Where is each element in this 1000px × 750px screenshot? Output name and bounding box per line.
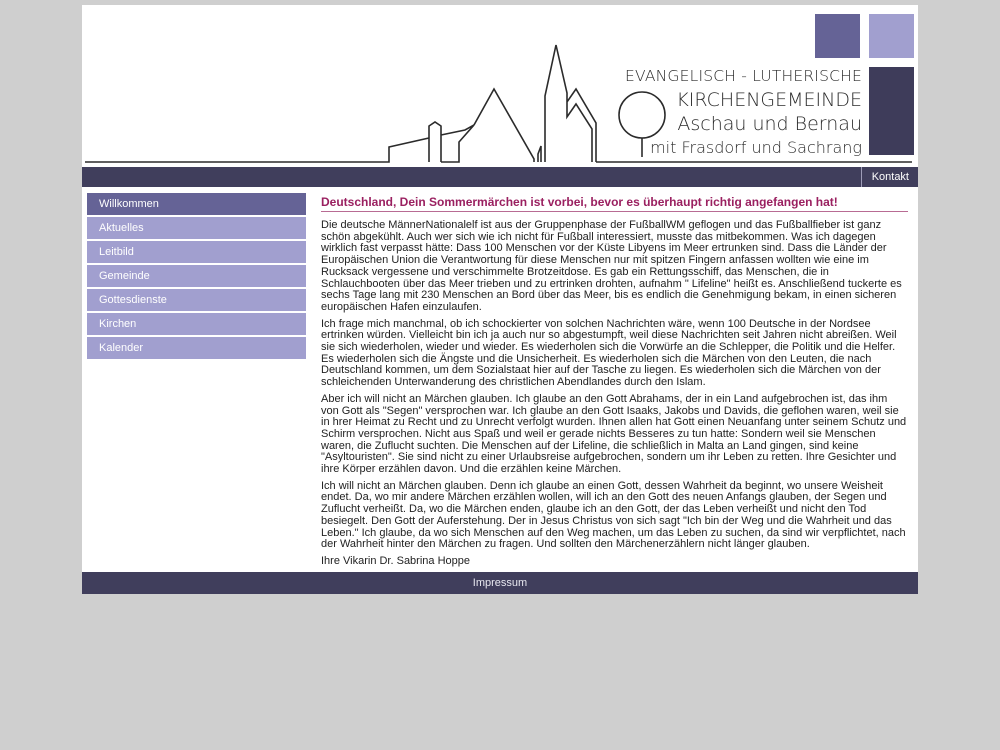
tree-crown (619, 92, 665, 138)
logo-square-dark (869, 67, 914, 155)
sidebar-menu (87, 193, 306, 361)
logo-square-medium (815, 14, 860, 58)
logo-square-light (869, 14, 914, 58)
logo-line-3: Aschau und Bernau (677, 113, 862, 135)
contact-link[interactable]: Kontakt (861, 167, 918, 187)
header-banner (82, 5, 918, 167)
article-paragraph: Ich frage mich manchmal, ob ich schockierter von solchen Nachrichten wäre, wenn 100 Deutsche in der Nordsee ertrinken würden. Vielleicht bin ich ja auch nur so abgestumpft, weil diese Nachrichten seit Jahren nicht abreißen. Weil sie sich wiederholen, wieder und wieder. Es wiederholen sich die Vorwürfe an die Schlepper, die Politik und die Helfer. Es wiederholen sich die Ängste und die Unsicherheit. Es wiederholen sich die Märchen von den Leuten, die nach Deutschland kommen, um dem Sozialstaat hier auf der Tasche zu liegen. Es wiederholen sich die Märchen von der schleichenden Unterwanderung des christlichen Abendlandes durch den Islam. (321, 317, 897, 389)
sidebar-item-kirchen[interactable]: Kirchen (87, 313, 306, 335)
top-navbar (82, 167, 918, 187)
page-wrapper (82, 5, 918, 594)
sidebar-item-kalender[interactable]: Kalender (87, 337, 306, 359)
impressum-link[interactable]: Impressum (472, 577, 528, 589)
church-tower-outline (538, 45, 596, 162)
ground-line (85, 122, 474, 162)
logo-line-4: mit Frasdorf und Sachrang (650, 138, 862, 157)
article-paragraph: Die deutsche MännerNationalelf ist aus der Gruppenphase der FußballWM geflogen und das Fußballfieber ist ganz schön abgekühlt. Auch wer sich wie ich nicht für Fußball interessiert, musste das mitbekommen. Was ich dagegen wirklich fast verpasst hätte: Dass 100 Menschen vor der Küste Libyens im Meer ertrunken sind. Dass die Länder der Europäischen Union die Verantwortung für diese Menschen nur mit spitzen Fingern anfassen wollten wie eine im Rucksack vergessene und verschimmelte Brotzeitdose. Es gab ein Rettungsschiff, das Menschen, die in Schlauchbooten über das Meer trieben und zu ertrinken drohten, aufnahm " Lifeline" heißt es. Anschließend tuckerte es sechs Tage lang mit 230 Menschen an Bord über das Meer, bis es endlich die Genehmigung bekam, in einen sicheren europäischen Hafen einzulaufen. (321, 219, 902, 313)
article-paragraph: Aber ich will nicht an Märchen glauben. Ich glaube an den Gott Abrahams, der in ein Land aufgebrochen ist, das ihm von Gott als "Segen" versprochen war. Ich glaube an den Gott Isaaks, Jakobs und Davids, die geflohen waren, weil sie in hrer Heimat zu Recht und zu Unrecht verfolgt wurden. Ihnen allen hat Gott einen Neuanfang unter seinem Schutz und Schirm versprochen. Nicht aus Spaß und weil er gerade nichts Besseres zu tun hatte: Sondern weil sie Menschen waren, die Zuflucht suchten. Die Menschen auf der Lifeline, die schließlich in Malta an Land gingen, sind keine "Asyltouristen". Sie sind nicht zu einer Urlaubsreise aufgebrochen, sondern um ihr Leben zu retten. Ihre Gesichter und ihre Körper erzählen davon. Und die erzählen keine Märchen. (321, 392, 907, 476)
sidebar-item-leitbild[interactable]: Leitbild (87, 241, 306, 263)
main-content (321, 195, 908, 573)
sidebar-item-aktuelles[interactable]: Aktuelles (87, 217, 306, 239)
article-title: Deutschland, Dein Sommermärchen ist vorbei, bevor es überhaupt richtig angefangen hat! (321, 195, 908, 212)
footer-bar (82, 572, 918, 594)
article-signature: Ihre Vikarin Dr. Sabrina Hoppe (321, 554, 470, 567)
church-hall-outline (474, 89, 534, 162)
sidebar-item-willkommen[interactable]: Willkommen (87, 193, 306, 215)
logo-line-1: EVANGELISCH - LUTHERISCHE (625, 67, 862, 85)
logo-line-2: KIRCHENGEMEINDE (676, 89, 862, 111)
sidebar-item-gottesdienste[interactable]: Gottesdienste (87, 289, 306, 311)
article-paragraph: Ich will nicht an Märchen glauben. Denn ich glaube an einen Gott, dessen Wahrheit da beginnt, wo unsere Weisheit endet. Da, wo mir andere Märchen erzählen wollen, will ich an den Gott des neuen Anfangs glauben, der Segen und Zuflucht verheißt. Da, wo die Märchen enden, glaube ich an den Gott, der das Leben verheißt und nicht den Tod besiegelt. Den Gott der Auferstehung. Der in Jesus Christus von sich sagt "Ich bin der Weg und die Wahrheit und das Leben." Ich glaube, da wo sich Menschen auf den Weg machen, um das Leben zu suchen, da sind wir verpflichtet, nach der Wahrheit hinter den Märchen zu fragen. Und sollten den Märchenerzählern nicht länger glauben. (321, 479, 906, 551)
sidebar-item-gemeinde[interactable]: Gemeinde (87, 265, 306, 287)
